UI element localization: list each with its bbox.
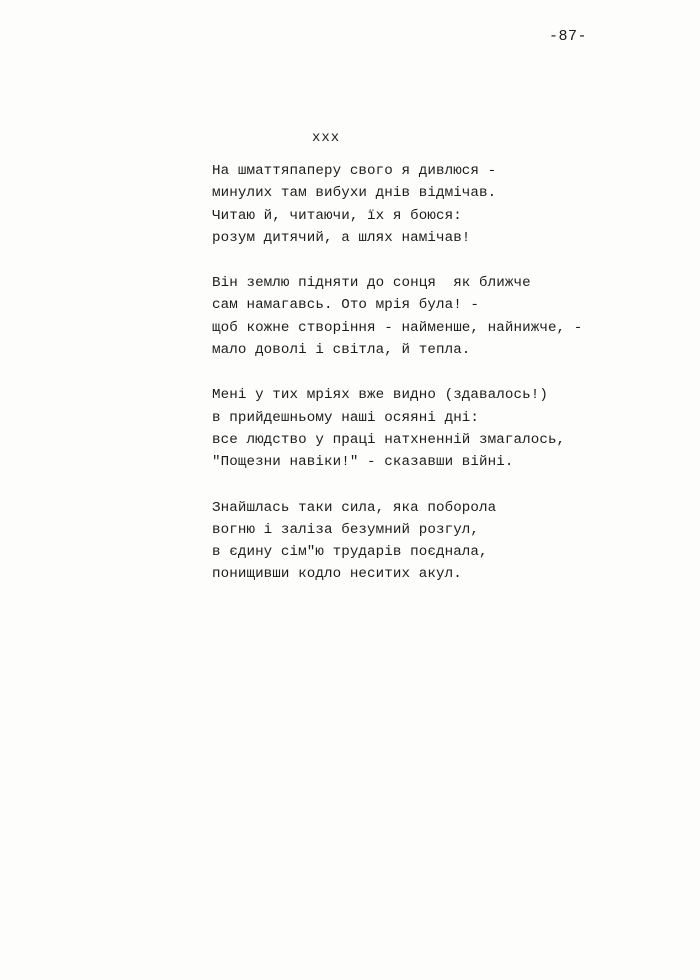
poem-line: Він землю підняти до сонця як ближче xyxy=(212,275,531,292)
poem-body xyxy=(212,160,672,609)
poem-line: мало доволі і світла, й тепла. xyxy=(212,342,471,359)
poem-line: понищивши кодло неситих акул. xyxy=(212,566,462,583)
poem-line: сам намагавсь. Ото мрія була! - xyxy=(212,297,480,314)
poem-line: "Пощезни навіки!" - сказавши війні. xyxy=(212,454,514,471)
poem-line: Знайшлась таки сила, яка поборола xyxy=(212,499,497,516)
poem-line: На шматтяпаперу свого я дивлюся - xyxy=(212,163,497,179)
page-number: -87- xyxy=(549,28,588,45)
poem-line: в прийдешньому наші осяяні дні: xyxy=(212,409,480,426)
poem-line: Мені у тих мріях вже видно (здавалось!) xyxy=(212,387,548,404)
stanza-3 xyxy=(212,384,672,473)
poem-line: щоб кожне створіння - найменше, найнижче, - xyxy=(212,319,583,336)
poem-line: минулих там вибухи днів відмічав. xyxy=(212,185,497,202)
poem-line: все людство у праці натхненній змагалось, xyxy=(212,431,566,448)
poem-title: xxx xyxy=(312,130,341,146)
poem-line: розум дитячий, а шлях намічав! xyxy=(212,229,471,246)
poem-line: вогню і заліза безумний розгул, xyxy=(212,521,480,538)
stanza-1 xyxy=(212,160,672,249)
poem-line: Читаю й, читаючи, їх я боюся: xyxy=(212,207,462,224)
stanza-4 xyxy=(212,497,672,586)
poem-line: в єдину сім"ю трударів поєднала, xyxy=(212,544,488,561)
stanza-2 xyxy=(212,272,672,361)
